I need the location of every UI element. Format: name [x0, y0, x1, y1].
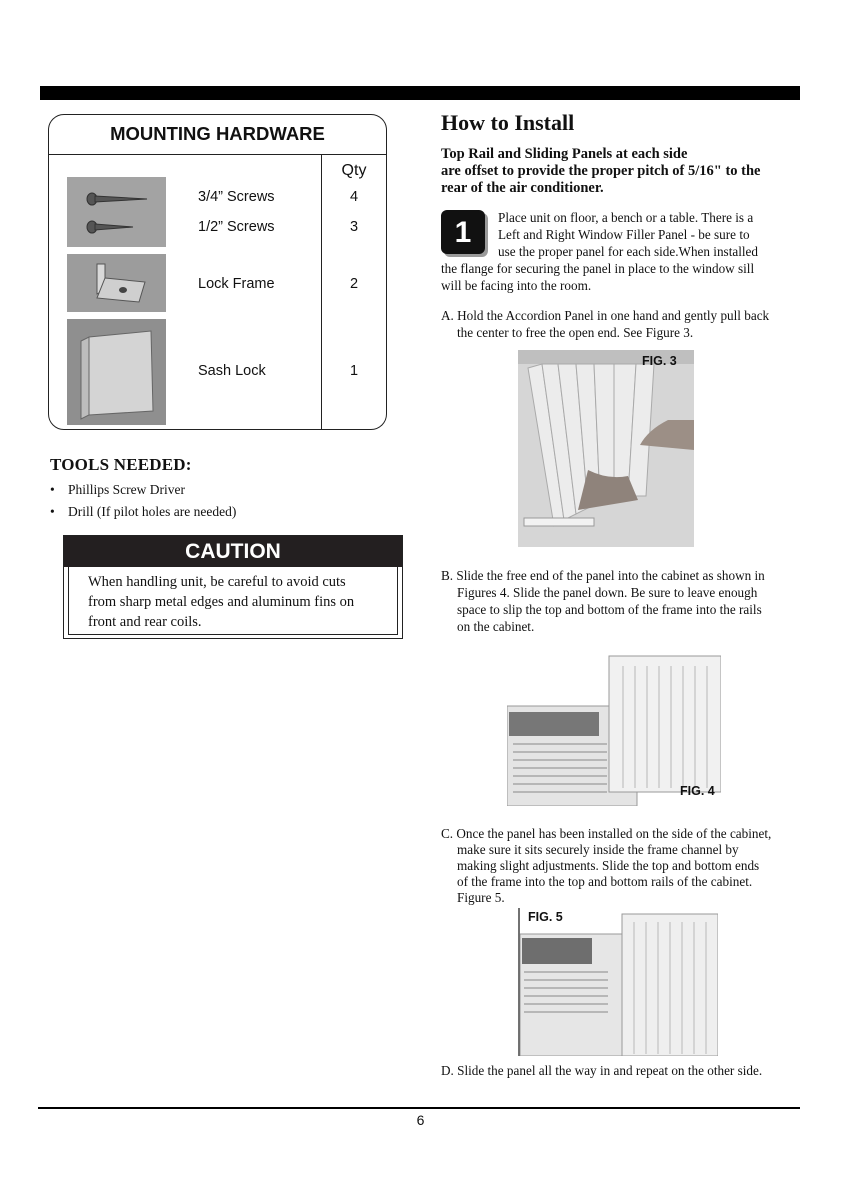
- figure-label: FIG. 4: [680, 784, 715, 798]
- caution-text: When handling unit, be careful to avoid cuts: [88, 574, 346, 590]
- figure-label: FIG. 5: [528, 910, 563, 924]
- intro-text: are offset to provide the proper pitch of 5/16" to the: [441, 163, 761, 179]
- step-b-text: Figures 4. Slide the panel down. Be sure to leave enough: [457, 585, 758, 600]
- hardware-item-name: 1/2” Screws: [198, 219, 275, 235]
- screws-photo: [67, 177, 166, 247]
- mounting-hardware-table: [48, 114, 387, 430]
- caution-heading: CAUTION: [64, 536, 402, 567]
- qty-header: Qty: [341, 162, 367, 179]
- hardware-item-name: Lock Frame: [198, 276, 275, 292]
- figure-label: FIG. 3: [642, 354, 677, 368]
- hardware-item-name: Sash Lock: [198, 363, 266, 379]
- step-text: Left and Right Window Filler Panel - be sure to: [498, 227, 750, 242]
- step-text: the flange for securing the panel in place to the window sill: [441, 261, 755, 276]
- tool-label: Drill (If pilot holes are needed): [68, 504, 237, 519]
- sash-lock-photo: [67, 319, 166, 425]
- step-c-text: make sure it sits securely inside the frame channel by: [457, 842, 739, 857]
- section-title: How to Install: [441, 110, 575, 135]
- step-c-text: Figure 5.: [457, 890, 505, 905]
- tool-list-item: [50, 504, 236, 520]
- step-d-text: D. Slide the panel all the way in and repeat on the other side.: [441, 1063, 763, 1078]
- step-b-text: on the cabinet.: [457, 619, 535, 634]
- divider: [49, 154, 386, 155]
- step-c-text: making slight adjustments. Slide the top and bottom ends: [457, 858, 760, 873]
- step-c-text: of the frame into the top and bottom rails of the cabinet.: [457, 874, 753, 889]
- figure-3-image: [518, 350, 694, 547]
- bullet-icon: •: [50, 482, 55, 497]
- caution-text: front and rear coils.: [88, 614, 202, 630]
- hardware-item-qty: 4: [349, 189, 359, 205]
- bullet-icon: •: [50, 504, 55, 519]
- footer-rule: [38, 1107, 800, 1109]
- hardware-item-qty: 3: [349, 219, 359, 235]
- step-c-text: C. Once the panel has been installed on the side of the cabinet,: [441, 826, 772, 841]
- tool-list-item: [50, 482, 185, 498]
- step-text: Place unit on floor, a bench or a table. There is a: [498, 210, 754, 225]
- step-text: will be facing into the room.: [441, 278, 592, 293]
- tool-label: Phillips Screw Driver: [68, 482, 185, 497]
- step-a-text: A. Hold the Accordion Panel in one hand and gently pull back: [441, 308, 770, 323]
- hardware-item-qty: 1: [349, 363, 359, 379]
- figure-5-image: [518, 908, 718, 1056]
- hardware-item-qty: 2: [349, 276, 359, 292]
- tools-heading: TOOLS NEEDED:: [50, 455, 192, 474]
- step-a-text: the center to free the open end. See Figure 3.: [457, 325, 694, 340]
- page-number: 6: [416, 1112, 425, 1128]
- lock-frame-photo: [67, 254, 166, 312]
- step-text: use the proper panel for each side.When installed: [498, 244, 758, 259]
- step-b-text: B. Slide the free end of the panel into the cabinet as shown in: [441, 568, 765, 583]
- header-bar: [40, 86, 800, 100]
- step-b-text: space to slip the top and bottom of the frame into the rails: [457, 602, 762, 617]
- sash-lock-icon: [81, 331, 153, 419]
- caution-box: [63, 535, 403, 639]
- intro-text: Top Rail and Sliding Panels at each side: [441, 146, 688, 162]
- caution-text: from sharp metal edges and aluminum fins on: [88, 594, 355, 610]
- figure-4-image: [507, 648, 721, 806]
- step-number-badge: 1: [441, 210, 485, 254]
- hardware-title: MOUNTING HARDWARE: [110, 123, 325, 144]
- intro-text: rear of the air conditioner.: [441, 180, 604, 196]
- hardware-item-name: 3/4” Screws: [198, 189, 275, 205]
